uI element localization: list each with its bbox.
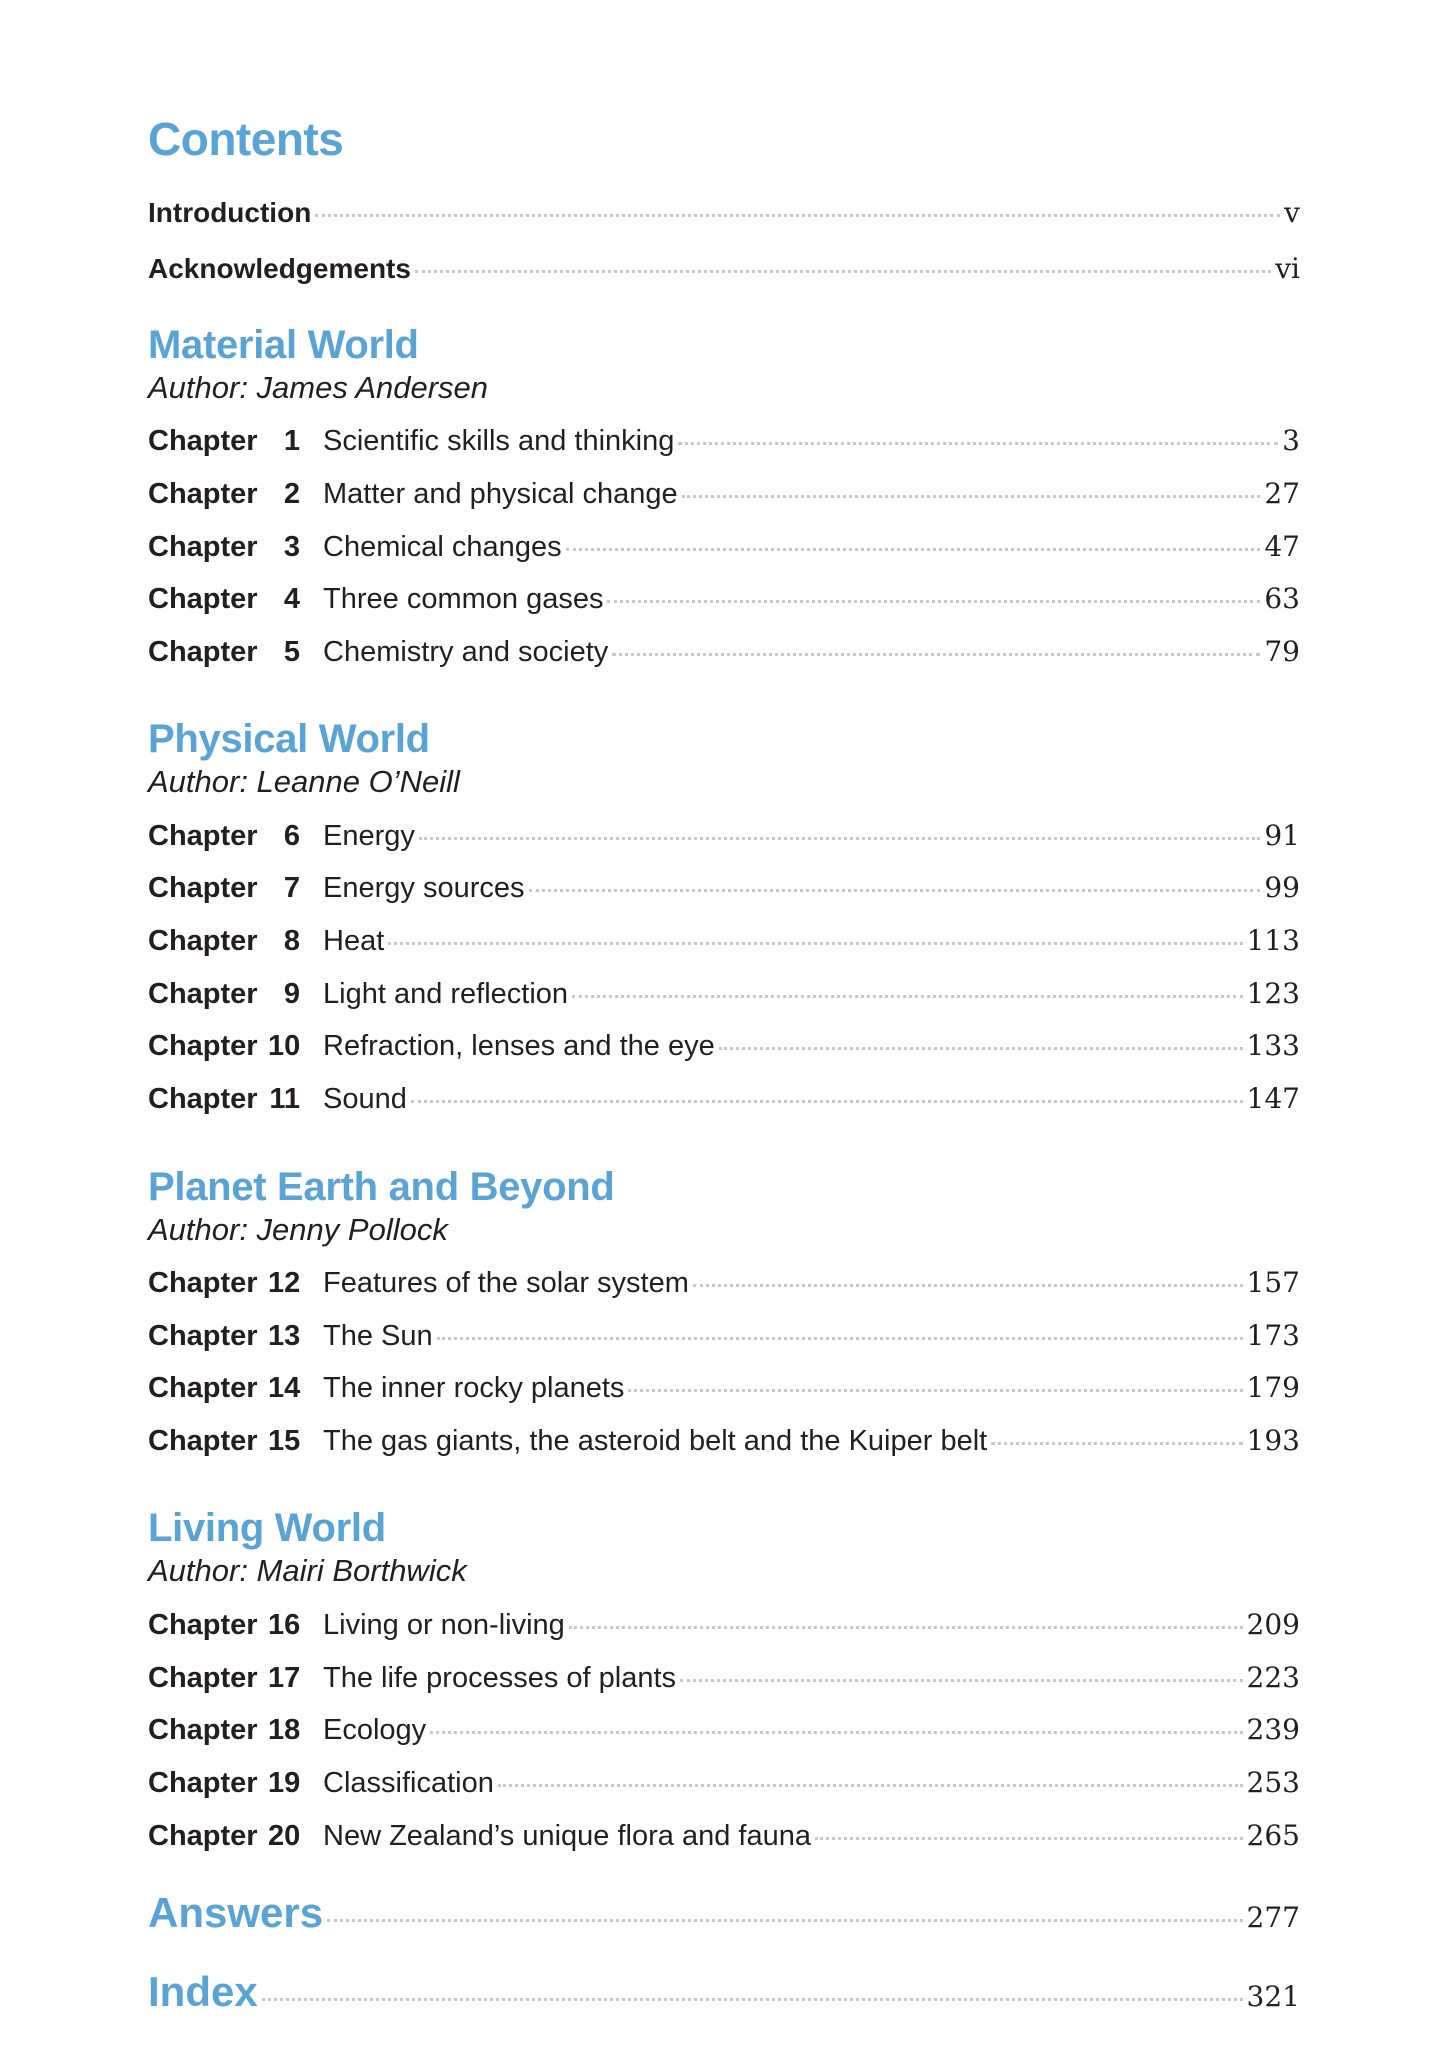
toc-chapter-1[interactable] xyxy=(148,424,1300,464)
dot-leader xyxy=(693,1284,1243,1287)
toc-chapter-14[interactable] xyxy=(148,1371,1300,1411)
page-number: vi xyxy=(1275,252,1300,285)
page-number: 133 xyxy=(1246,1029,1300,1062)
chapter-title: Heat xyxy=(323,925,385,957)
entry-label: Acknowledgements xyxy=(148,253,411,284)
chapter-label: Chapter xyxy=(148,1767,258,1799)
section-author: Author: James Andersen xyxy=(148,370,489,405)
dot-leader xyxy=(498,1784,1243,1787)
chapter-title: Light and reflection xyxy=(323,978,569,1010)
dot-leader xyxy=(612,653,1260,656)
dot-leader xyxy=(419,837,1260,840)
chapter-number: 11 xyxy=(269,1083,300,1115)
chapter-label: Chapter xyxy=(148,478,258,510)
chapter-number: 10 xyxy=(268,1030,301,1062)
section-title-physical-world: Physical World xyxy=(148,717,430,761)
page-number: 47 xyxy=(1264,530,1300,563)
chapter-label: Chapter xyxy=(148,1030,258,1062)
section-author: Author: Leanne O’Neill xyxy=(148,764,460,799)
dot-leader xyxy=(569,1626,1243,1629)
toc-chapter-20[interactable] xyxy=(148,1819,1300,1859)
chapter-label: Chapter xyxy=(148,1425,258,1457)
toc-chapter-7[interactable] xyxy=(148,871,1300,911)
page-number: 99 xyxy=(1264,871,1300,904)
dot-leader xyxy=(678,442,1278,445)
page-number: 321 xyxy=(1246,1980,1300,2013)
entry-label: Answers xyxy=(148,1889,324,1936)
chapter-title: The inner rocky planets xyxy=(323,1372,625,1404)
toc-chapter-15[interactable] xyxy=(148,1424,1300,1464)
page-number: 91 xyxy=(1264,819,1300,852)
chapter-label: Chapter xyxy=(148,1320,258,1352)
chapter-label: Chapter xyxy=(148,636,258,668)
chapter-label: Chapter xyxy=(148,872,258,904)
page-number: 63 xyxy=(1264,582,1300,615)
page-number: 113 xyxy=(1246,924,1300,957)
dot-leader xyxy=(682,495,1261,498)
page-number: 3 xyxy=(1282,424,1300,457)
page-number: 27 xyxy=(1264,477,1300,510)
chapter-number: 4 xyxy=(283,583,300,615)
toc-entry-answers[interactable] xyxy=(148,1889,1300,1939)
chapter-title: The Sun xyxy=(323,1320,433,1352)
chapter-label: Chapter xyxy=(148,1267,258,1299)
toc-chapter-12[interactable] xyxy=(148,1266,1300,1306)
chapter-title: The life processes of plants xyxy=(323,1662,677,1694)
dot-leader xyxy=(388,942,1242,945)
page-number: 193 xyxy=(1246,1424,1300,1457)
toc-chapter-16[interactable] xyxy=(148,1608,1300,1648)
page-number: 157 xyxy=(1246,1266,1300,1299)
chapter-title: Scientific skills and thinking xyxy=(323,425,675,457)
page-number: 239 xyxy=(1246,1713,1300,1746)
dot-leader xyxy=(411,1100,1243,1103)
chapter-title: Three common gases xyxy=(323,583,604,615)
chapter-number: 6 xyxy=(283,820,300,852)
chapter-number: 15 xyxy=(268,1425,301,1457)
chapter-number: 8 xyxy=(283,925,300,957)
chapter-number: 13 xyxy=(268,1320,301,1352)
toc-chapter-13[interactable] xyxy=(148,1319,1300,1359)
page-number: 223 xyxy=(1246,1661,1300,1694)
page-number: 265 xyxy=(1246,1819,1300,1852)
chapter-number: 1 xyxy=(283,425,300,457)
chapter-label: Chapter xyxy=(148,1820,258,1852)
chapter-label: Chapter xyxy=(148,531,258,563)
toc-chapter-19[interactable] xyxy=(148,1766,1300,1806)
toc-entry-introduction[interactable] xyxy=(148,196,1300,236)
dot-leader xyxy=(680,1679,1243,1682)
toc-chapter-10[interactable] xyxy=(148,1029,1300,1069)
chapter-number: 9 xyxy=(283,978,300,1010)
chapter-title: Sound xyxy=(323,1083,407,1115)
chapter-number: 12 xyxy=(268,1267,301,1299)
toc-chapter-2[interactable] xyxy=(148,477,1300,517)
dot-leader xyxy=(572,995,1242,998)
chapter-title: New Zealand’s unique flora and fauna xyxy=(323,1820,811,1852)
chapter-label: Chapter xyxy=(148,925,258,957)
page-number: 179 xyxy=(1246,1371,1300,1404)
dot-leader xyxy=(415,270,1271,273)
chapter-number: 18 xyxy=(268,1714,301,1746)
chapter-title: Energy xyxy=(323,820,415,852)
dot-leader xyxy=(719,1047,1243,1050)
chapter-number: 20 xyxy=(268,1820,301,1852)
chapter-label: Chapter xyxy=(148,978,258,1010)
chapter-label: Chapter xyxy=(148,1609,258,1641)
toc-entry-index[interactable] xyxy=(148,1968,1300,2018)
dot-leader xyxy=(437,1337,1243,1340)
dot-leader xyxy=(607,600,1260,603)
chapter-title: Refraction, lenses and the eye xyxy=(323,1030,715,1062)
chapter-label: Chapter xyxy=(148,1662,258,1694)
entry-label: Introduction xyxy=(148,197,312,228)
toc-chapter-18[interactable] xyxy=(148,1713,1300,1753)
entry-label: Index xyxy=(148,1968,258,2015)
page-number: 147 xyxy=(1246,1082,1300,1115)
section-author: Author: Jenny Pollock xyxy=(148,1212,448,1247)
page-title: Contents xyxy=(148,113,344,165)
dot-leader xyxy=(566,548,1261,551)
chapter-label: Chapter xyxy=(148,820,258,852)
chapter-number: 5 xyxy=(283,636,300,668)
dot-leader xyxy=(529,889,1261,892)
chapter-title: The gas giants, the asteroid belt and the Kuiper belt xyxy=(323,1425,988,1457)
chapter-number: 19 xyxy=(268,1767,301,1799)
dot-leader xyxy=(327,1919,1242,1922)
chapter-number: 14 xyxy=(268,1372,301,1404)
section-title-material-world: Material World xyxy=(148,323,419,367)
dot-leader xyxy=(628,1389,1242,1392)
chapter-title: Chemical changes xyxy=(323,531,562,563)
page-number: 209 xyxy=(1246,1608,1300,1641)
chapter-number: 17 xyxy=(268,1662,301,1694)
toc-chapter-3[interactable] xyxy=(148,530,1300,570)
dot-leader xyxy=(430,1731,1242,1734)
chapter-label: Chapter xyxy=(148,1083,258,1115)
chapter-title: Ecology xyxy=(323,1714,427,1746)
chapter-title: Living or non-living xyxy=(323,1609,565,1641)
toc-chapter-8[interactable] xyxy=(148,924,1300,964)
chapter-title: Features of the solar system xyxy=(323,1267,689,1299)
chapter-label: Chapter xyxy=(148,1714,258,1746)
dot-leader xyxy=(991,1442,1242,1445)
page-number: 123 xyxy=(1246,977,1300,1010)
chapter-number: 7 xyxy=(283,872,300,904)
chapter-title: Matter and physical change xyxy=(323,478,678,510)
chapter-label: Chapter xyxy=(148,425,258,457)
section-author: Author: Mairi Borthwick xyxy=(148,1553,467,1588)
dot-leader xyxy=(815,1837,1243,1840)
chapter-number: 2 xyxy=(283,478,300,510)
chapter-number: 3 xyxy=(283,531,300,563)
toc-chapter-17[interactable] xyxy=(148,1661,1300,1701)
toc-chapter-11[interactable] xyxy=(148,1082,1300,1122)
dot-leader xyxy=(315,214,1280,217)
toc-chapter-5[interactable] xyxy=(148,635,1300,675)
page-number: 79 xyxy=(1264,635,1300,668)
page-number: 173 xyxy=(1246,1319,1300,1352)
chapter-number: 16 xyxy=(268,1609,301,1641)
page-number: 277 xyxy=(1246,1901,1300,1934)
toc-chapter-6[interactable] xyxy=(148,819,1300,859)
chapter-title: Classification xyxy=(323,1767,494,1799)
toc-entry-acknowledgements[interactable] xyxy=(148,252,1300,292)
page-number: 253 xyxy=(1246,1766,1300,1799)
chapter-title: Energy sources xyxy=(323,872,525,904)
chapter-label: Chapter xyxy=(148,1372,258,1404)
chapter-title: Chemistry and society xyxy=(323,636,609,668)
chapter-label: Chapter xyxy=(148,583,258,615)
section-title-living-world: Living World xyxy=(148,1506,386,1550)
dot-leader xyxy=(262,1998,1243,2001)
toc-chapter-9[interactable] xyxy=(148,977,1300,1017)
section-title-planet-earth-and-beyond: Planet Earth and Beyond xyxy=(148,1165,615,1209)
toc-chapter-4[interactable] xyxy=(148,582,1300,622)
page-number: v xyxy=(1284,196,1300,229)
